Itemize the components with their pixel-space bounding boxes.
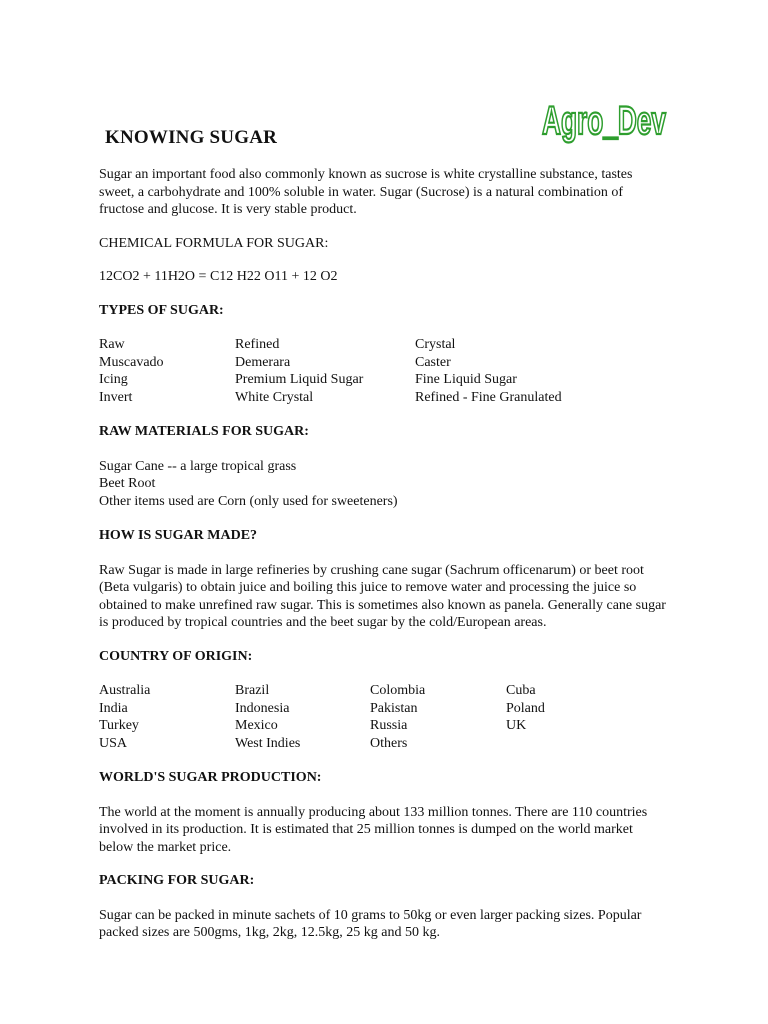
types-cell: Premium Liquid Sugar — [235, 372, 364, 387]
document-body — [99, 166, 669, 958]
types-cell: Caster — [415, 354, 451, 370]
formula-equation: 12CO2 + 11H2O = C12 H22 O11 + 12 O2 — [99, 269, 338, 284]
types-cell: Icing — [99, 372, 128, 387]
origin-cell: USA — [99, 735, 128, 751]
packing-heading: PACKING FOR SUGAR: — [99, 873, 255, 888]
origin-heading: COUNTRY OF ORIGIN: — [99, 648, 253, 664]
how-made-paragraph: Raw Sugar is made in large refineries by crushing cane sugar (Sachrum officenarum) or beet root (Beta vulgaris) to obtain juice and boiling this juice to remove water and processing the juice so obtained to make unrefined raw sugar. This is sometimes also known as panela. Generally cane sugar is produced by tropical countries and the beet sugar by the cold/European areas. — [99, 562, 666, 630]
origin-cell: Colombia — [370, 683, 426, 698]
page-title: KNOWING SUGAR — [105, 127, 278, 148]
list-item: Sugar Cane -- a large tropical grass — [99, 458, 297, 474]
intro-paragraph: Sugar an important food also commonly known as sucrose is white crystalline substance, tastes sweet, a carbohydrate and 100% soluble in water. Sugar (Sucrose) is a natural combination of fructose and glucose. It is very stable product. — [99, 167, 633, 217]
types-cell: Muscavado — [99, 354, 164, 370]
origin-cell: Turkey — [99, 718, 139, 733]
origin-cell: Russia — [370, 718, 408, 733]
packing-paragraph: Sugar can be packed in minute sachets of 10 grams to 50kg or even larger packing sizes. Popular packed sizes are 500gms, 1kg, 2kg, 12.5kg, 25 kg and 50 kg. — [99, 907, 642, 940]
origin-cell: India — [99, 700, 128, 716]
origin-cell: Pakistan — [370, 700, 418, 716]
types-cell: Refined — [235, 337, 280, 352]
raw-materials-list — [99, 458, 669, 511]
types-cell: Refined - Fine Granulated — [415, 389, 562, 405]
types-table — [99, 336, 669, 406]
production-heading: WORLD'S SUGAR PRODUCTION: — [99, 770, 322, 785]
types-cell: Demerara — [235, 354, 291, 370]
origin-cell: Cuba — [506, 683, 536, 698]
agro-dev-logo — [540, 92, 670, 142]
list-item: Beet Root — [99, 476, 156, 491]
types-cell: Fine Liquid Sugar — [415, 372, 517, 387]
types-cell: Raw — [99, 337, 125, 352]
origin-cell: Australia — [99, 683, 151, 698]
formula-label: CHEMICAL FORMULA FOR SUGAR: — [99, 235, 329, 251]
types-cell: Invert — [99, 389, 133, 405]
raw-materials-heading: RAW MATERIALS FOR SUGAR: — [99, 424, 309, 439]
origin-cell — [506, 735, 606, 753]
origin-cell: West Indies — [235, 735, 301, 751]
origin-cell: Mexico — [235, 718, 278, 733]
origin-cell: Brazil — [235, 683, 270, 698]
types-cell: Crystal — [415, 337, 456, 352]
logo-text: Agro_Dev — [542, 99, 667, 143]
types-cell: White Crystal — [235, 389, 314, 405]
origin-cell: Others — [370, 735, 408, 751]
origin-cell: UK — [506, 718, 527, 733]
list-item: Other items used are Corn (only used for sweeteners) — [99, 493, 398, 509]
origin-cell: Poland — [506, 700, 545, 716]
origin-cell: Indonesia — [235, 700, 290, 716]
production-paragraph: The world at the moment is annually producing about 133 million tonnes. There are 110 countries involved in its production. It is estimated that 25 million tonnes is dumped on the world market below the market price. — [99, 804, 648, 855]
origin-table — [99, 682, 669, 752]
how-made-heading: HOW IS SUGAR MADE? — [99, 528, 258, 543]
types-heading: TYPES OF SUGAR: — [99, 302, 224, 318]
